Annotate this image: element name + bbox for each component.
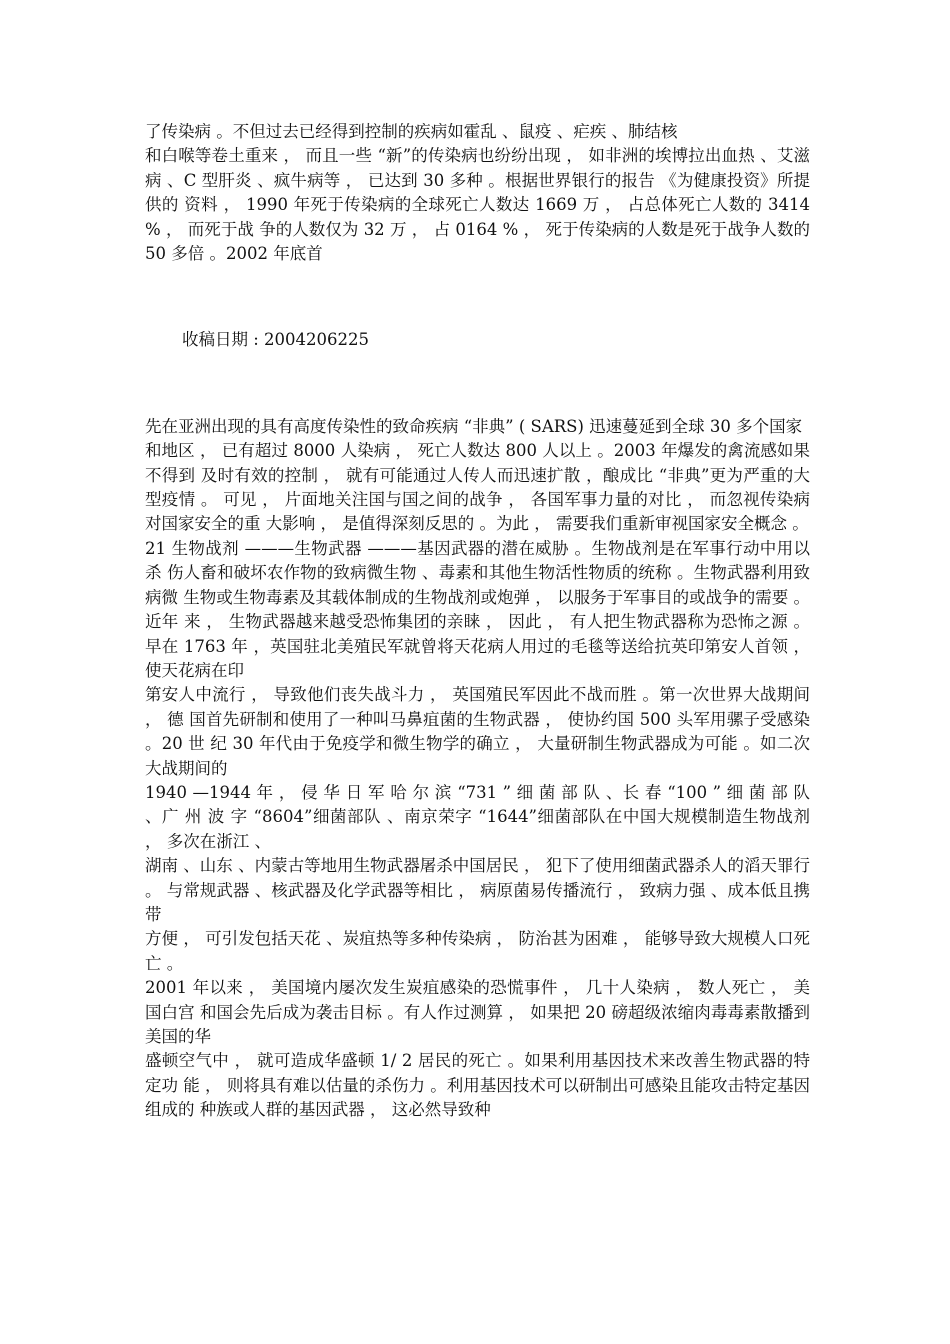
paragraph: 了传染病 。不但过去已经得到控制的疾病如霍乱 、鼠疫 、疟疾 、肺结核 [145, 122, 678, 141]
paragraph: 和白喉等卷土重来 ， 而且一些 “新”的传染病也纷纷出现 ， 如非洲的埃博拉出血热 、艾滋 病 、C 型肝炎 、疯牛病等 ， 已达到 30 多种 。根据世界银行的报告 《为健康投资》所提供的 资料 ， 1990 年死于传染病的全球死亡人数达 1669 万 ， 占总体死亡人数的 3414 % ， 而死于战 争的人数仅为 32 万 ， 占 0164 % ， 死于传染病的人数是死于战争人数的 50 多倍 。2002 年底首 [145, 146, 810, 264]
paragraph: 盛顿空气中 ， 就可造成华盛顿 1/ 2 居民的死亡 。如果利用基因技术来改善生物武器的特定功 能 ， 则将具有难以估量的杀伤力 。利用基因技术可以研制出可感染且能攻击特定基因组成的 种族或人群的基因武器 ， 这必然导致种 [145, 1051, 810, 1120]
paragraph: 1940 —1944 年 ， 侵 华 日 军 哈 尔 滨 “731 ” 细 菌 部 队 、长 春 “100 ” 细 菌 部 队 、广 州 波 字 “8604”细菌部队 、南京荣字 “1644”细菌部队在中国大规模制造生物战剂 ， 多次在浙江 、 [145, 782, 810, 851]
received-date: 收稿日期 : 2004206225 [182, 330, 370, 350]
spacer [145, 353, 810, 415]
paragraph: 湖南 、山东 、内蒙古等地用生物武器屠杀中国居民 ， 犯下了使用细菌武器杀人的滔天罪行 。 与常规武器 、核武器及化学武器等相比 ， 病原菌易传播流行 ， 致病力强 、成本低且携带 [145, 856, 810, 924]
document-page [145, 120, 810, 1123]
paragraph: 方便 ， 可引发包括天花 、炭疽热等多种传染病 ， 防治甚为困难 ， 能够导致大规模人口死亡 。 [145, 929, 810, 973]
paragraph: 和地区 ， 已有超过 8000 人染病 ， 死亡人数达 800 人以上 。2003 年爆发的禽流感如果不得到 及时有效的控制 ， 就有可能通过人传人而迅速扩散 ，酿成比 “非典”更为严重的大型疫情 。 可见 ， 片面地关注国与国之间的战争 ， 各国军事力量的对比 ， 而忽视传染病对国家安全的重 大影响 ， 是值得深刻反思的 。为此 ， 需要我们重新审视国家安全概念 。 [145, 441, 810, 534]
paragraph: 先在亚洲出现的具有高度传染性的致命疾病 “非典” ( SARS) 迅速蔓延到全球 30 多个国家 [145, 416, 803, 436]
paragraph: 2001 年以来 ， 美国境内屡次发生炭疽感染的恐慌事件 ， 几十人染病 ， 数人死亡 ， 美国白宫 和国会先后成为袭击目标 。有人作过测算 ， 如果把 20 磅超级浓缩肉毒毒素散播到美国的华 [145, 978, 810, 1046]
paragraph: 第安人中流行 ， 导致他们丧失战斗力 ， 英国殖民军因此不战而胜 。第一次世界大战期间 ， 德 国首先研制和使用了一种叫马鼻疽菌的生物武器 ， 使协约国 500 头军用骡子受感染 。20 世 纪 30 年代由于免疫学和微生物学的确立 ， 大量研制生物武器成为可能 。如二次大战期间的 [145, 685, 810, 778]
paragraph: 21 生物战剂 ———生物武器 ———基因武器的潜在威胁 。生物战剂是在军事行动中用以杀 伤人畜和破坏农作物的致病微生物 、毒素和其他生物活性物质的统称 。生物武器利用致病微 生物或生物毒素及其载体制成的生物战剂或炮弹 ， 以服务于军事目的或战争的需要 。近年 来 ， 生物武器越来越受恐怖集团的亲睐 ， 因此 ， 有人把生物武器称为恐怖之源 。早在 1763 年 ，英国驻北美殖民军就曾将天花病人用过的毛毯等送给抗英印第安人首领 ， 使天花病在印 [145, 538, 810, 680]
